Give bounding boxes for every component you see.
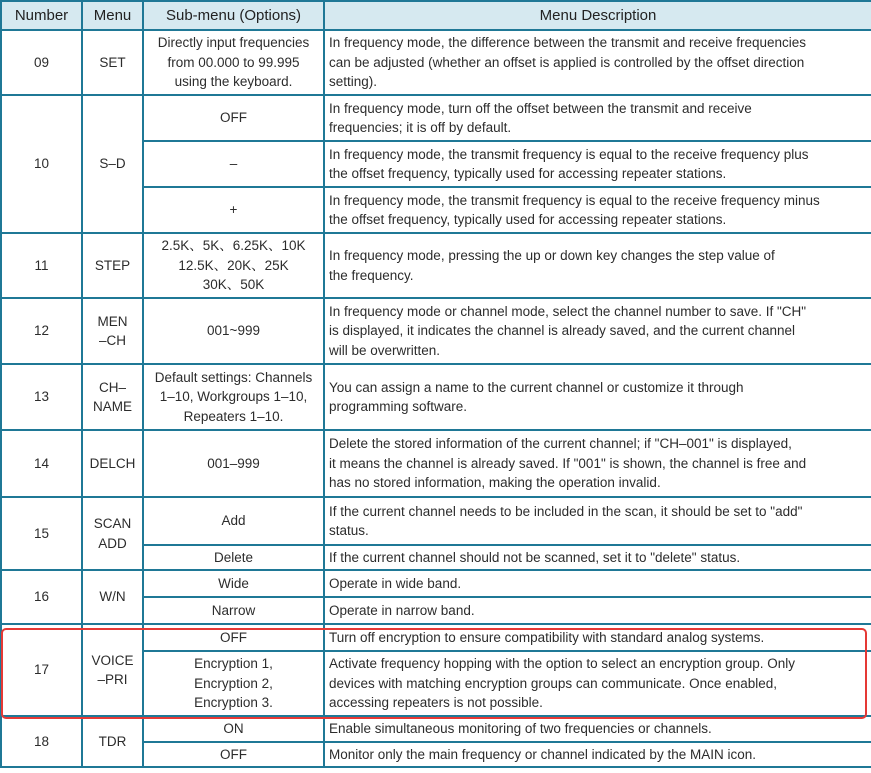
submenu-option: 001–999 <box>143 430 324 497</box>
table-row <box>1 95 871 141</box>
table-row <box>1 570 871 597</box>
menu-description: In frequency mode, turn off the offset between the transmit and receive frequencies; it is off by default. <box>324 95 871 141</box>
submenu-option: – <box>143 141 324 187</box>
menu-description: If the current channel should not be scanned, set it to "delete" status. <box>324 545 871 570</box>
submenu-option: ON <box>143 716 324 742</box>
menu-description: Turn off encryption to ensure compatibility with standard analog systems. <box>324 624 871 651</box>
menu-description: You can assign a name to the current channel or customize it through programming software. <box>324 364 871 430</box>
menu-description: In frequency mode or channel mode, select the channel number to save. If "CH" is displayed, it indicates the channel is already saved, and the current channel will be overwritten. <box>324 298 871 364</box>
table-row <box>1 716 871 742</box>
menu-name: STEP <box>82 233 143 298</box>
table-row <box>1 233 871 298</box>
row-number: 12 <box>1 298 82 364</box>
menu-name: CH– NAME <box>82 364 143 430</box>
table-row <box>1 497 871 545</box>
menu-name: SCAN ADD <box>82 497 143 570</box>
submenu-option: Narrow <box>143 597 324 624</box>
menu-name: S–D <box>82 95 143 233</box>
submenu-option: Encryption 1, Encryption 2, Encryption 3. <box>143 651 324 716</box>
table-row <box>1 298 871 364</box>
submenu-option: OFF <box>143 95 324 141</box>
row-number: 09 <box>1 30 82 95</box>
menu-description: If the current channel needs to be included in the scan, it should be set to "add" status. <box>324 497 871 545</box>
submenu-option: OFF <box>143 624 324 651</box>
header-number: Number <box>1 1 82 30</box>
menu-description: In frequency mode, the transmit frequency is equal to the receive frequency plus the offset frequency, typically used for accessing repeater stations. <box>324 141 871 187</box>
menu-description: Delete the stored information of the current channel; if "CH–001" is displayed, it means the channel is already saved. If "001" is shown, the channel is free and has no stored information, making the operation invalid. <box>324 430 871 497</box>
table-row <box>1 624 871 651</box>
menu-description: Operate in wide band. <box>324 570 871 597</box>
menu-name: DELCH <box>82 430 143 497</box>
table-row <box>1 30 871 95</box>
submenu-option: Directly input frequencies from 00.000 to 99.995 using the keyboard. <box>143 30 324 95</box>
table-header-row <box>1 1 871 30</box>
row-number: 11 <box>1 233 82 298</box>
submenu-option: Add <box>143 497 324 545</box>
menu-description: Operate in narrow band. <box>324 597 871 624</box>
header-menu: Menu <box>82 1 143 30</box>
submenu-option: 2.5K、5K、6.25K、10K 12.5K、20K、25K 30K、50K <box>143 233 324 298</box>
submenu-option: Default settings: Channels 1–10, Workgroups 1–10, Repeaters 1–10. <box>143 364 324 430</box>
row-number: 13 <box>1 364 82 430</box>
menu-name: W/N <box>82 570 143 624</box>
table-row <box>1 364 871 430</box>
menu-name: VOICE –PRI <box>82 624 143 716</box>
header-submenu: Sub-menu (Options) <box>143 1 324 30</box>
row-number: 14 <box>1 430 82 497</box>
menu-name: MEN –CH <box>82 298 143 364</box>
menu-name: SET <box>82 30 143 95</box>
submenu-option: OFF <box>143 742 324 767</box>
menu-description: In frequency mode, pressing the up or down key changes the step value of the frequency. <box>324 233 871 298</box>
submenu-option: Wide <box>143 570 324 597</box>
menu-description: Enable simultaneous monitoring of two frequencies or channels. <box>324 716 871 742</box>
submenu-option: Delete <box>143 545 324 570</box>
submenu-option: + <box>143 187 324 233</box>
header-description: Menu Description <box>324 1 871 30</box>
menu-name: TDR <box>82 716 143 767</box>
row-number: 17 <box>1 624 82 716</box>
submenu-option: 001~999 <box>143 298 324 364</box>
row-number: 16 <box>1 570 82 624</box>
menu-description: In frequency mode, the difference between the transmit and receive frequencies can be adjusted (whether an offset is applied is controlled by the offset direction setting). <box>324 30 871 95</box>
menu-description: Monitor only the main frequency or channel indicated by the MAIN icon. <box>324 742 871 767</box>
table-row <box>1 430 871 497</box>
row-number: 10 <box>1 95 82 233</box>
menu-description: Activate frequency hopping with the option to select an encryption group. Only devices with matching encryption groups can communicate. Once enabled, accessing repeaters is not possible. <box>324 651 871 716</box>
row-number: 18 <box>1 716 82 767</box>
menu-description: In frequency mode, the transmit frequency is equal to the receive frequency minus the offset frequency, typically used for accessing repeater stations. <box>324 187 871 233</box>
row-number: 15 <box>1 497 82 570</box>
